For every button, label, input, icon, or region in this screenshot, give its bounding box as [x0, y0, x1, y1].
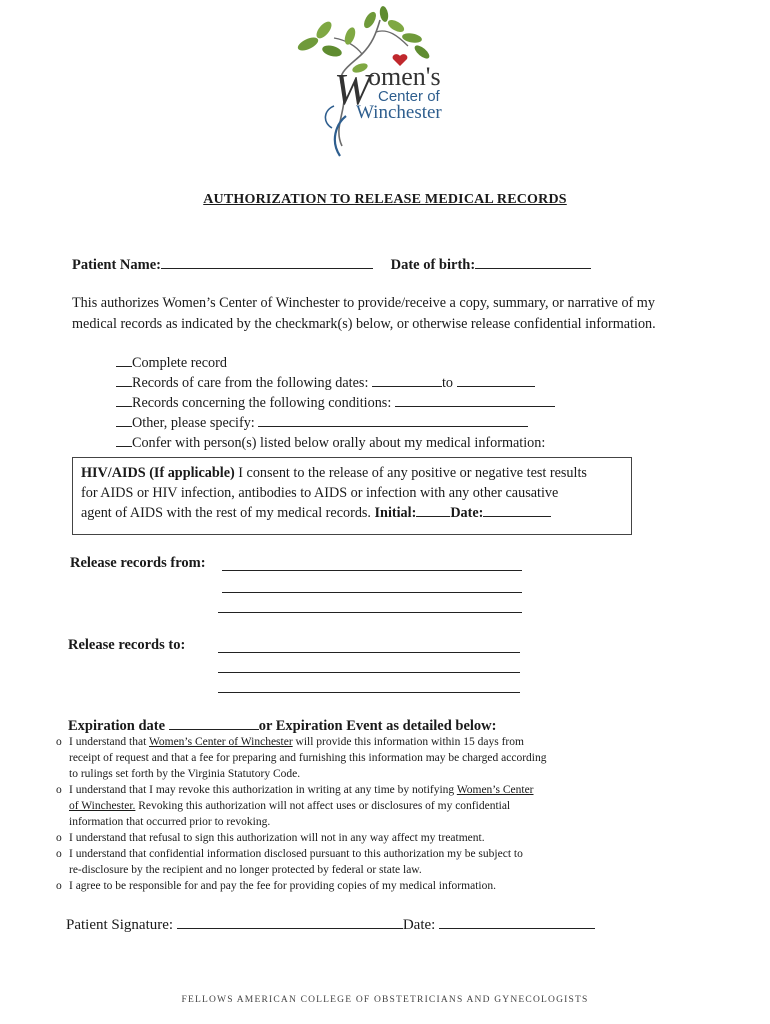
patient-name-field[interactable] [161, 255, 373, 269]
release-from-line-2[interactable] [222, 592, 522, 593]
hiv-text-2: for AIDS or HIV infection, antibodies to AIDS or infection with any other causative [81, 485, 559, 501]
signature-label: Patient Signature: [66, 917, 174, 933]
release-from-line-3[interactable] [218, 612, 522, 613]
logo-initial: W [334, 65, 371, 114]
release-to-label: Release records to: [68, 637, 186, 653]
option-confer[interactable]: Confer with person(s) listed below orally about my medical information: [116, 433, 555, 453]
release-to-line-1[interactable] [218, 652, 520, 653]
option-check-blank[interactable] [116, 393, 132, 407]
dates-to-field[interactable] [457, 373, 535, 387]
womens-center-logo [272, 6, 472, 171]
release-to-line-3[interactable] [218, 692, 520, 693]
signature-date-field[interactable] [439, 915, 595, 929]
option-check-blank[interactable] [116, 353, 132, 367]
option-check-blank[interactable] [116, 433, 132, 447]
logo-text-center-of: Center of [378, 88, 440, 105]
hiv-aids-consent-box [72, 457, 632, 535]
dob-label: Date of birth: [390, 257, 476, 273]
list-item: o I agree to be responsible for and pay the fee for providing copies of my medical information. [56, 878, 616, 894]
signature-date-label: Date: [402, 917, 436, 933]
signature-row [66, 915, 595, 934]
list-item: o I understand that confidential information disclosed pursuant to this authorization my be subject to re-disclosure by the recipient and no longer protected by federal or state law. [56, 846, 616, 878]
patient-info-row [72, 255, 591, 274]
release-to-line-2[interactable] [218, 672, 520, 673]
footer-affiliation: FELLOWS AMERICAN COLLEGE OF OBSTETRICIANS AND GYNECOLOGISTS [181, 995, 589, 1005]
list-item: o I understand that Women’s Center of Winchester will provide this information within 15 days from receipt of request and that a fee for preparing and furnishing this information may be charged according to rulings set forth by the Virginia Statutory Code. [56, 734, 616, 782]
option-other[interactable]: Other, please specify: [116, 413, 555, 433]
authorization-paragraph [72, 293, 722, 335]
intro-line-1: This authorizes Women’s Center of Winchester to provide/receive a copy, summary, or narrative of my [72, 295, 655, 311]
record-options [116, 353, 555, 453]
form-title: AUTHORIZATION TO RELEASE MEDICAL RECORDS [203, 192, 567, 207]
signature-field[interactable] [177, 915, 403, 929]
logo-text-womens: omen's [368, 62, 441, 91]
dates-from-field[interactable] [372, 373, 442, 387]
option-records-dates[interactable]: Records of care from the following dates: to [116, 373, 555, 393]
conditions-field[interactable] [395, 393, 555, 407]
expiration-label: Expiration date [68, 718, 166, 734]
release-from-line-1[interactable] [222, 570, 522, 571]
terms-list [56, 734, 616, 894]
hiv-date-label: Date: [450, 505, 484, 521]
other-specify-field[interactable] [258, 413, 528, 427]
hiv-initial-field[interactable] [416, 503, 450, 517]
hiv-text-3: agent of AIDS with the rest of my medical records. [81, 505, 371, 521]
logo-text-winchester: Winchester [356, 102, 442, 123]
option-check-blank[interactable] [116, 373, 132, 387]
expiration-row [68, 716, 496, 735]
option-check-blank[interactable] [116, 413, 132, 427]
hiv-date-field[interactable] [483, 503, 551, 517]
list-item: o I understand that refusal to sign this authorization will not in any way affect my treatment. [56, 830, 616, 846]
patient-name-label: Patient Name: [72, 257, 161, 273]
hiv-heading: HIV/AIDS (If applicable) [81, 465, 235, 481]
hiv-initial-label: Initial: [374, 505, 417, 521]
expiration-event-label: or Expiration Event as detailed below: [258, 718, 497, 734]
expiration-date-field[interactable] [169, 716, 259, 730]
list-item: o I understand that I may revoke this authorization in writing at any time by notifying Women’s Center of Winchester. Revoking this authorization will not affect uses or disclosures of my confidential information that occurred prior to revoking. [56, 782, 616, 830]
intro-line-2: medical records as indicated by the checkmark(s) below, or otherwise release confidential information. [72, 316, 656, 332]
hiv-text-1: I consent to the release of any positive or negative test results [234, 465, 587, 481]
dob-field[interactable] [475, 255, 591, 269]
option-complete-record[interactable]: Complete record [116, 353, 555, 373]
release-from-label: Release records from: [70, 555, 206, 571]
option-records-conditions[interactable]: Records concerning the following conditions: [116, 393, 555, 413]
